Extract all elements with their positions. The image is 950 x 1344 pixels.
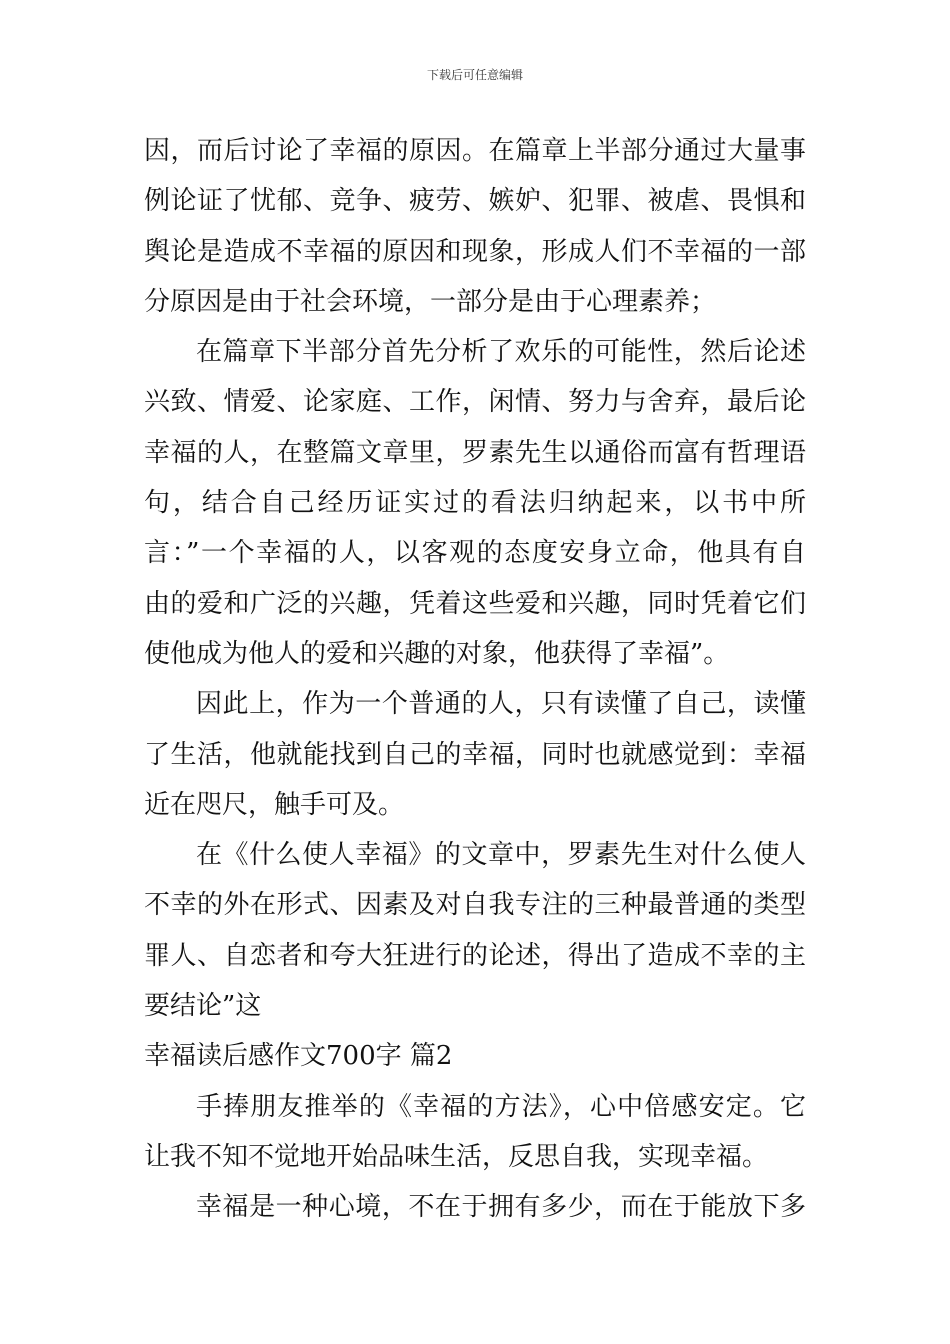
- text-line: 舆论是造成不幸福的原因和现象，形成人们不幸福的一部: [144, 236, 806, 267]
- text-line: 罪人、自恋者和夸大狂进行的论述，得出了造成不幸的主: [144, 940, 806, 971]
- text-line: 例论证了忧郁、竞争、疲劳、嫉妒、犯罪、被虐、畏惧和: [144, 186, 806, 217]
- body-text: [144, 126, 806, 1233]
- text-line: 使他成为他人的爱和兴趣的对象，他获得了幸福”。: [144, 638, 730, 669]
- text-line: 手捧朋友推举的《幸福的方法》，心中倍感安定。它: [196, 1091, 806, 1122]
- text-line: 了生活，他就能找到自己的幸福，同时也就感觉到：幸福: [144, 739, 806, 770]
- text-line: 由的爱和广泛的兴趣，凭着这些爱和兴趣，同时凭着它们: [144, 588, 806, 619]
- text-line: 分原因是由于社会环境，一部分是由于心理素养；: [144, 286, 717, 317]
- text-line: 幸福的人，在整篇文章里，罗素先生以通俗而富有哲理语: [144, 437, 806, 468]
- text-line: 因此上，作为一个普通的人，只有读懂了自己，读懂: [196, 689, 806, 720]
- text-line: 兴致、情爱、论家庭、工作，闲情、努力与舍弃，最后论: [144, 387, 806, 418]
- text-line: 让我不知不觉地开始品味生活，反思自我，实现幸福。: [144, 1141, 769, 1172]
- text-line: 不幸的外在形式、因素及对自我专注的三种最普通的类型: [144, 890, 806, 921]
- text-line: 要结论”这: [144, 991, 262, 1022]
- text-line: 句，结合自己经历证实过的看法归纳起来，以书中所: [144, 488, 806, 519]
- text-line: 因，而后讨论了幸福的原因。在篇章上半部分通过大量事: [144, 136, 806, 166]
- text-line: 在《什么使人幸福》的文章中，罗素先生对什么使人: [196, 840, 806, 871]
- text-line: 近在咫尺，触手可及。: [144, 789, 405, 820]
- text-line: 幸福是一种心境，不在于拥有多少，而在于能放下多: [196, 1192, 806, 1223]
- text-line: 言：”一个幸福的人，以客观的态度安身立命，他具有自: [144, 538, 806, 569]
- section-heading: 幸福读后感作文700字 篇2: [144, 1041, 453, 1072]
- page-header: 下载后可任意编辑: [426, 68, 523, 82]
- text-line: 在篇章下半部分首先分析了欢乐的可能性，然后论述: [196, 337, 806, 368]
